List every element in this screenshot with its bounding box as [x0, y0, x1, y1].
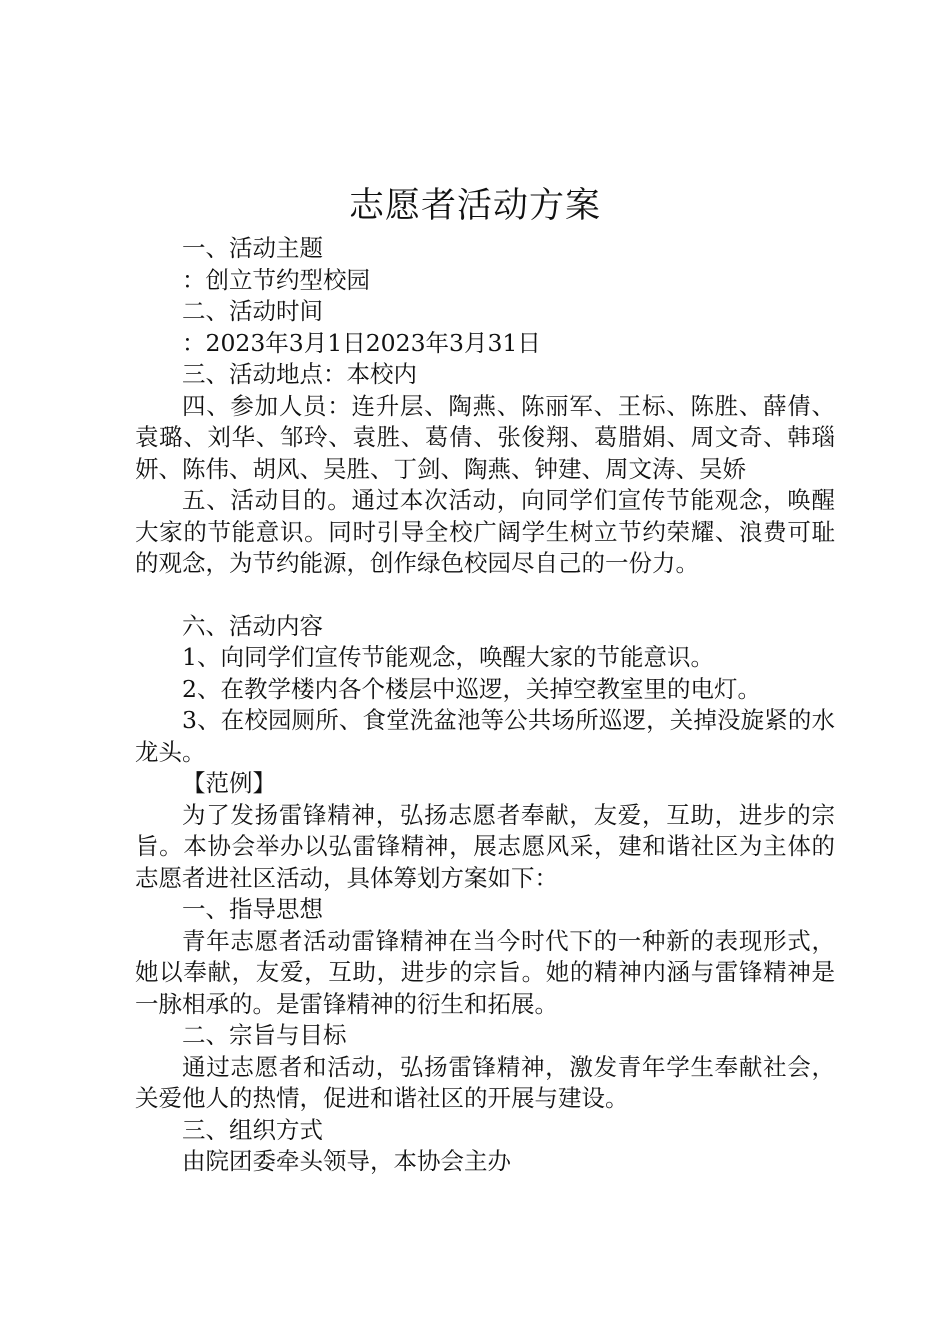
section-heading-time: 二、活动时间: [182, 297, 323, 325]
content-item-1: 1、向同学们宣传节能观念，唤醒大家的节能意识。: [182, 643, 714, 671]
section-heading-organization: 三、组织方式: [182, 1115, 323, 1144]
participants-text: 四、参加人员：连升层、陶燕、陈丽军、王标、陈胜、薛倩、袁璐、刘华、邹玲、袁胜、葛倩、张俊翔、葛腊娟、周文奇、韩瑙妍、陈伟、胡风、吴胜、丁剑、陶燕、钟建、周文涛、吴娇: [135, 391, 835, 483]
section-heading-theme: 一、活动主题: [182, 234, 323, 262]
guiding-thought-text: 青年志愿者活动雷锋精神在当今时代下的一种新的表现形式，她以奉献，友爱，互助，进步的宗旨。她的精神内涵与雷锋精神是一脉相承的。是雷锋精神的衍生和拓展。: [135, 926, 835, 1018]
location-text: 三、活动地点：本校内: [182, 360, 417, 388]
purpose-text: 五、活动目的。通过本次活动，向同学们宣传节能观念，唤醒大家的节能意识。同时引导全校广阔学生树立节约荣耀、浪费可耻的观念，为节约能源，创作绿色校园尽自己的一份力。: [135, 486, 835, 577]
content-item-2: 2、在教学楼内各个楼层中巡逻，关掉空教室里的电灯。: [182, 674, 761, 703]
organization-text: 由院团委牵头领导，本协会主办: [182, 1147, 511, 1175]
section-heading-purpose-goal: 二、宗旨与目标: [182, 1021, 347, 1049]
document-title: 志愿者活动方案: [348, 186, 601, 226]
content-item-3: 3、在校园厕所、食堂洗盆池等公共场所巡逻，关掉没旋紧的水龙头。: [135, 706, 835, 766]
document-body: [135, 233, 835, 1178]
example-heading: 【范例】: [182, 769, 276, 797]
purpose-goal-text: 通过志愿者和活动，弘扬雷锋精神，激发青年学生奉献社会，关爱他人的热情，促进和谐社区的开展与建设。: [135, 1052, 835, 1112]
theme-text: ：创立节约型校园: [182, 265, 370, 294]
time-text: ：2023年3月1日2023年3月31日: [182, 328, 541, 357]
section-heading-guiding-thought: 一、指导思想: [182, 895, 323, 923]
example-intro: 为了发扬雷锋精神，弘扬志愿者奉献，友爱，互助，进步的宗旨。本协会举办以弘雷锋精神，展志愿风采，建和谐社区为主体的志愿者进社区活动，具体筹划方案如下：: [135, 800, 835, 892]
section-heading-content: 六、活动内容: [182, 611, 323, 640]
